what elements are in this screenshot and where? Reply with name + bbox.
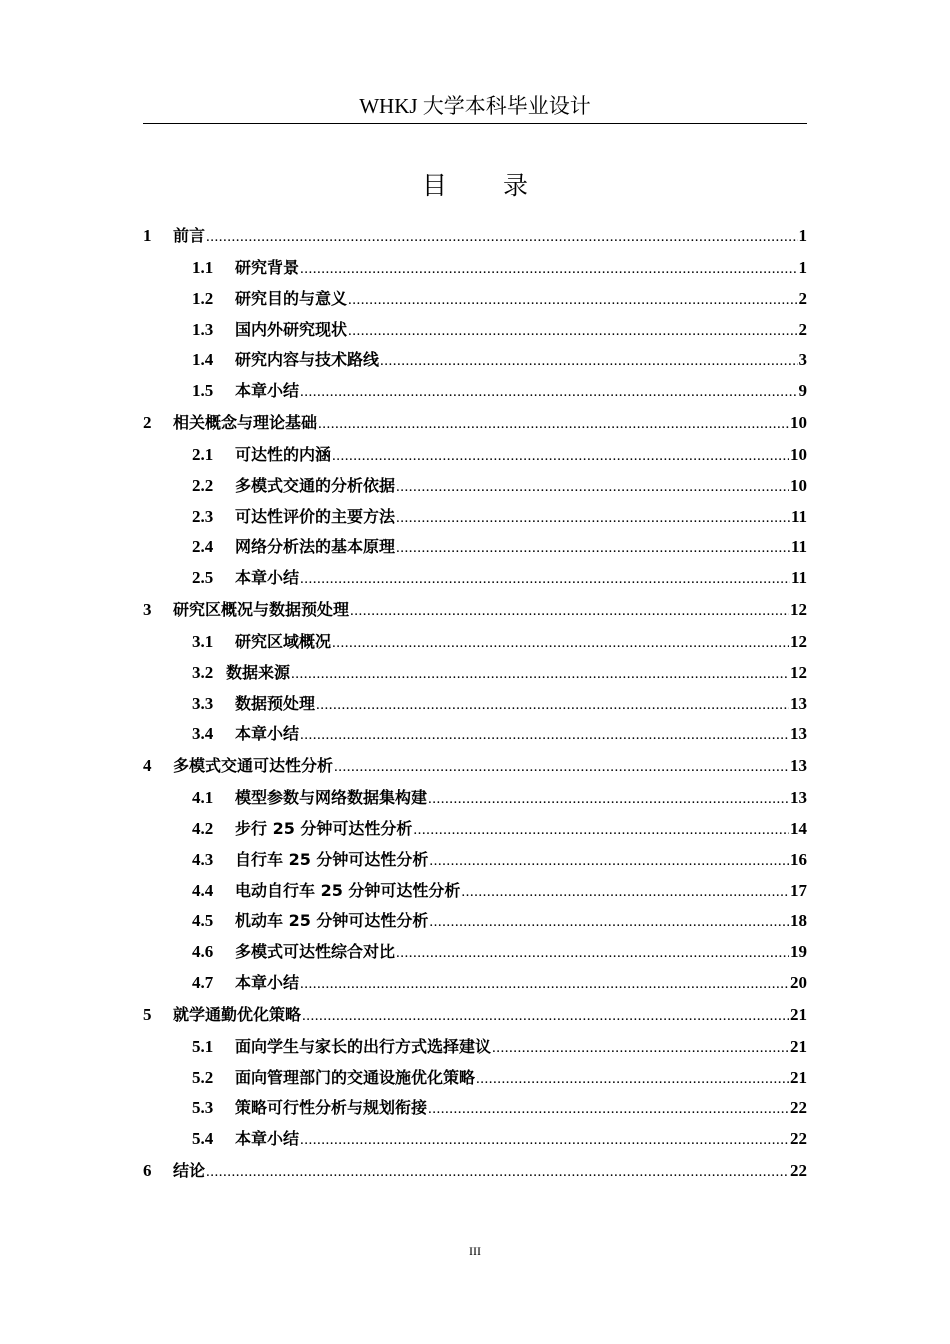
toc-entry-page: 17 [790, 880, 807, 900]
toc-entry-number: 4.4 [192, 880, 214, 900]
toc-entry-page: 10 [790, 475, 807, 495]
toc-entry-number: 3.4 [192, 724, 214, 744]
toc-entry-page: 12 [790, 631, 807, 651]
toc-entry-page: 16 [790, 849, 807, 869]
toc-entry-number: 5 [143, 1004, 152, 1024]
toc-chapter [143, 407, 807, 594]
toc-leader-dots [300, 1125, 789, 1156]
toc-chapter [143, 999, 807, 1155]
toc-entry-label: 面向管理部门的交通设施优化策略 [235, 1067, 476, 1087]
toc-entry-page: 12 [790, 599, 807, 619]
toc-leader-dots [302, 1001, 789, 1031]
toc-entry-page: 2 [798, 319, 807, 339]
toc-leader-dots [318, 409, 789, 439]
toc-entry-page: 1 [798, 226, 807, 245]
toc-entry-number: 1.1 [192, 258, 214, 277]
toc-chapter [143, 750, 807, 999]
toc-entry-chapter[interactable] [143, 407, 807, 440]
toc-leader-dots [429, 907, 789, 938]
toc-leader-dots [428, 1094, 789, 1125]
running-header: WHKJ 大学本科毕业设计 [359, 94, 591, 118]
toc-entry-label: 步行 25 分钟可达性分析 [235, 818, 413, 838]
toc-leader-dots [316, 690, 789, 721]
toc-entry-label: 多模式可达性综合对比 [235, 942, 396, 962]
toc-entry-section[interactable] [143, 783, 807, 814]
toc-entry-section[interactable] [143, 968, 807, 999]
toc-entry-label: 研究目的与意义 [235, 288, 348, 308]
toc-entry-number: 4.6 [192, 942, 214, 962]
toc-entry-number: 4.3 [192, 849, 214, 869]
toc-leader-dots [428, 784, 789, 815]
toc-entry-page: 13 [790, 756, 807, 776]
toc-entry-number: 1.2 [192, 288, 214, 308]
toc-entry-label: 数据来源 [226, 662, 291, 682]
toc-leader-dots [413, 815, 789, 846]
table-of-contents [143, 220, 807, 1188]
toc-entry-number: 2.1 [192, 444, 214, 464]
toc-entry-page: 10 [790, 444, 807, 464]
toc-entry-section[interactable] [143, 502, 807, 533]
toc-entry-label: 模型参数与网络数据集构建 [235, 788, 428, 808]
toc-entry-page: 22 [790, 1098, 807, 1118]
toc-entry-section[interactable] [143, 937, 807, 968]
toc-leader-dots [396, 472, 789, 503]
toc-leader-dots [300, 254, 797, 285]
toc-entry-label: 数据预处理 [235, 693, 316, 713]
toc-leader-dots [334, 752, 789, 782]
toc-entry-number: 5.3 [192, 1098, 214, 1118]
toc-entry-page: 11 [790, 506, 807, 526]
toc-chapter [143, 594, 807, 750]
toc-leader-dots [429, 846, 789, 877]
toc-entry-label: 可达性评价的主要方法 [235, 506, 396, 526]
toc-entry-number: 4.5 [192, 911, 214, 931]
toc-leader-dots [300, 377, 797, 408]
toc-leader-dots [461, 877, 789, 908]
toc-entry-chapter[interactable] [143, 594, 807, 627]
toc-entry-label: 研究内容与技术路线 [235, 350, 380, 370]
toc-leader-dots [350, 596, 789, 626]
toc-entry-number: 1.3 [192, 319, 214, 339]
toc-entry-label: 结论 [173, 1160, 206, 1180]
toc-entry-label: 策略可行性分析与规划衔接 [235, 1098, 428, 1118]
toc-entry-section[interactable] [143, 532, 807, 563]
toc-entry-label: 本章小结 [235, 1129, 300, 1149]
toc-entry-section[interactable] [143, 1124, 807, 1155]
toc-entry-number: 5.4 [192, 1129, 214, 1149]
toc-entry-section[interactable] [143, 845, 807, 876]
toc-entry-page: 13 [790, 724, 807, 744]
toc-entry-number: 2.3 [192, 506, 214, 526]
toc-entry-page: 10 [790, 412, 807, 432]
toc-entry-chapter[interactable] [143, 999, 807, 1032]
toc-entry-label: 研究区概况与数据预处理 [173, 599, 350, 619]
toc-leader-dots [396, 533, 790, 564]
toc-entry-label: 本章小结 [235, 724, 300, 744]
toc-entry-section[interactable] [143, 814, 807, 845]
toc-leader-dots [396, 503, 790, 534]
toc-leader-dots [332, 628, 789, 659]
toc-entry-section[interactable] [143, 563, 807, 594]
toc-entry-number: 1.5 [192, 381, 214, 401]
toc-entry-page: 11 [790, 537, 807, 557]
toc-entry-number: 3.3 [192, 693, 214, 713]
toc-entry-number: 4 [143, 756, 152, 776]
toc-leader-dots [348, 316, 797, 347]
toc-leader-dots [476, 1064, 789, 1095]
toc-leader-dots [300, 969, 789, 1000]
toc-entry-label: 本章小结 [235, 972, 300, 992]
toc-leader-dots [206, 222, 797, 252]
toc-entry-page: 9 [798, 381, 807, 401]
toc-entry-label: 可达性的内涵 [235, 444, 332, 464]
toc-entry-number: 4.7 [192, 972, 214, 992]
toc-entry-page: 21 [790, 1004, 807, 1024]
toc-leader-dots [332, 441, 789, 472]
toc-entry-section[interactable] [143, 376, 807, 407]
toc-entry-number: 4.2 [192, 818, 214, 838]
toc-entry-page: 22 [790, 1129, 807, 1149]
toc-entry-number: 4.1 [192, 788, 214, 808]
toc-entry-page: 19 [790, 942, 807, 962]
toc-entry-label: 就学通勤优化策略 [173, 1004, 302, 1024]
toc-entry-number: 6 [143, 1160, 152, 1180]
toc-entry-section[interactable] [143, 689, 807, 720]
toc-entry-page: 13 [790, 693, 807, 713]
toc-entry-section[interactable] [143, 719, 807, 750]
toc-entry-page: 3 [798, 350, 807, 370]
toc-entry-label: 相关概念与理论基础 [173, 412, 318, 432]
toc-entry-label: 国内外研究现状 [235, 319, 348, 339]
toc-entry-chapter[interactable] [143, 1155, 807, 1188]
toc-leader-dots [291, 659, 789, 690]
toc-entry-number: 3.2 [192, 662, 214, 682]
toc-entry-page: 21 [790, 1036, 807, 1056]
page-number: III [469, 1244, 481, 1258]
toc-entry-page: 18 [790, 911, 807, 931]
toc-chapter [143, 220, 807, 407]
toc-leader-dots [492, 1033, 789, 1064]
toc-entry-label: 面向学生与家长的出行方式选择建议 [235, 1036, 492, 1056]
toc-leader-dots [348, 285, 797, 316]
toc-entry-number: 3 [143, 599, 152, 619]
toc-entry-section[interactable] [143, 1093, 807, 1124]
toc-leader-dots [300, 564, 790, 595]
toc-title: 目 录 [422, 171, 552, 200]
toc-leader-dots [206, 1157, 789, 1187]
toc-entry-label: 本章小结 [235, 381, 300, 401]
toc-entry-number: 2 [143, 412, 152, 432]
toc-entry-section[interactable] [143, 345, 807, 376]
toc-entry-label: 机动车 25 分钟可达性分析 [235, 911, 429, 931]
toc-entry-page: 2 [798, 288, 807, 308]
toc-entry-label: 电动自行车 25 分钟可达性分析 [235, 880, 461, 900]
toc-entry-number: 2.5 [192, 568, 214, 588]
toc-entry-label: 前言 [173, 226, 206, 245]
toc-entry-section[interactable] [143, 284, 807, 315]
toc-entry-page: 20 [790, 972, 807, 992]
toc-leader-dots [380, 346, 797, 377]
toc-leader-dots [300, 720, 789, 751]
toc-entry-number: 2.2 [192, 475, 214, 495]
toc-entry-chapter[interactable] [143, 220, 807, 253]
toc-entry-section[interactable] [143, 1032, 807, 1063]
toc-entry-section[interactable] [143, 440, 807, 471]
toc-entry-label: 网络分析法的基本原理 [235, 537, 396, 557]
toc-entry-label: 多模式交通可达性分析 [173, 756, 334, 776]
toc-entry-number: 1.4 [192, 350, 214, 370]
toc-entry-page: 11 [790, 568, 807, 588]
toc-entry-section[interactable] [143, 253, 807, 284]
header-rule [143, 123, 807, 124]
toc-entry-label: 自行车 25 分钟可达性分析 [235, 849, 429, 869]
toc-entry-page: 22 [790, 1160, 807, 1180]
toc-entry-number: 5.1 [192, 1036, 214, 1056]
toc-entry-number: 1 [143, 226, 152, 245]
toc-entry-section[interactable] [143, 471, 807, 502]
toc-entry-section[interactable] [143, 876, 807, 907]
toc-entry-chapter[interactable] [143, 750, 807, 783]
toc-entry-section[interactable] [143, 906, 807, 937]
toc-entry-label: 研究背景 [235, 258, 300, 277]
toc-entry-section[interactable] [143, 658, 807, 689]
toc-entry-label: 研究区域概况 [235, 631, 332, 651]
toc-entry-section[interactable] [143, 315, 807, 346]
toc-entry-page: 21 [790, 1067, 807, 1087]
toc-entry-page: 13 [790, 788, 807, 808]
toc-entry-label: 多模式交通的分析依据 [235, 475, 396, 495]
toc-entry-number: 2.4 [192, 537, 214, 557]
toc-entry-number: 3.1 [192, 631, 214, 651]
toc-entry-page: 14 [790, 818, 807, 838]
toc-entry-number: 5.2 [192, 1067, 214, 1087]
toc-entry-page: 1 [798, 258, 807, 277]
toc-chapter [143, 1155, 807, 1188]
toc-leader-dots [396, 938, 789, 969]
toc-entry-section[interactable] [143, 627, 807, 658]
toc-entry-page: 12 [790, 662, 807, 682]
toc-entry-label: 本章小结 [235, 568, 300, 588]
toc-entry-section[interactable] [143, 1063, 807, 1094]
